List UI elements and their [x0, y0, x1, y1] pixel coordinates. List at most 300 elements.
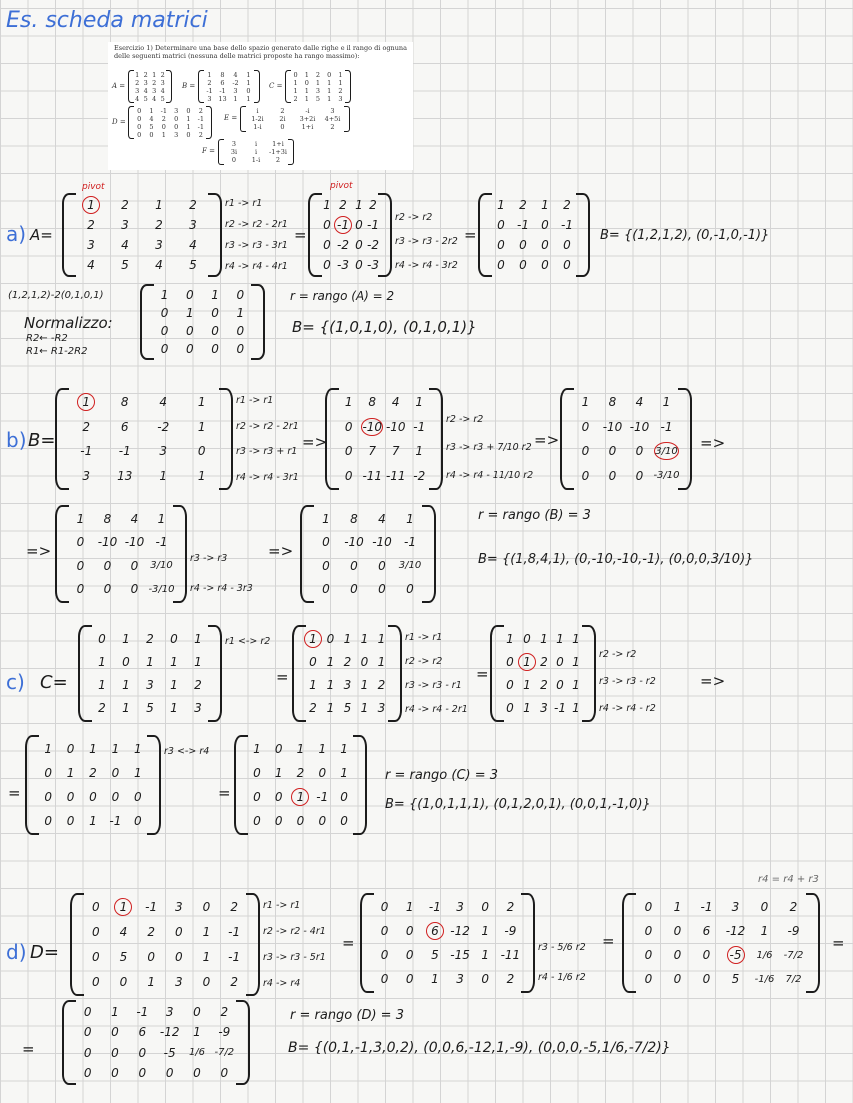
matrix-entry: -1 [109, 814, 122, 828]
matrix-entry: 0 [111, 1025, 119, 1040]
matrix-entry: 1 [152, 71, 157, 79]
matrix-entry: -3 [337, 258, 349, 272]
matrix-entry: 0 [581, 444, 590, 459]
matrix-entry: i [254, 140, 258, 148]
matrix-entry: 0 [322, 582, 330, 597]
matrix-entry: 3 [121, 218, 129, 232]
matrix-entry: -5 [163, 1045, 176, 1060]
matrix-entry: -1/6 [754, 973, 775, 985]
matrix-entry: 0 [111, 1065, 119, 1080]
matrix-entry: -10 [344, 535, 364, 550]
matrix-entries [90, 627, 210, 720]
matrix-entry: 0 [83, 1065, 92, 1080]
matrix-entry: 1 [406, 511, 414, 526]
matrix-entry: -1 [197, 123, 204, 131]
matrix-entry: 1 [343, 631, 352, 646]
right-parenthesis [147, 735, 161, 835]
matrix-b-name: B= [28, 430, 56, 451]
matrix-b4 [55, 505, 187, 603]
pivot-circle: 3/10 [654, 442, 678, 460]
matrix-entry: -1 [561, 218, 573, 232]
matrix-entry: 1 [338, 71, 343, 79]
matrix-entry: 4+5i [324, 115, 341, 123]
matrix-entry: 0 [344, 419, 353, 434]
matrix-entry: 3 [135, 87, 140, 95]
matrix-entry: 1 [415, 444, 424, 459]
matrix-entries [74, 195, 210, 275]
matrix-entry: 6 [702, 924, 711, 938]
matrix-entry: 7 [391, 444, 400, 459]
matrix-entry: -1 [228, 949, 241, 964]
matrix-entry: 1 [572, 631, 580, 646]
matrix-entries [203, 71, 255, 102]
matrix-b5 [300, 505, 436, 603]
matrix-entry: 1 [541, 198, 549, 212]
matrix-b1 [55, 388, 233, 490]
matrix-entry: 0 [137, 107, 142, 115]
matrix-entry: 1 [170, 701, 178, 716]
implies-sign: => [534, 431, 560, 449]
matrix-d1 [70, 893, 260, 996]
matrix-entry: 1 [481, 924, 490, 938]
matrix-b2 [325, 388, 443, 490]
matrix-entry: 0 [355, 258, 363, 272]
matrix-entry: 1 [155, 198, 163, 212]
matrix-entry: 0 [405, 924, 414, 938]
matrix-entry: 4 [160, 87, 165, 95]
matrix-printed-f [218, 139, 294, 165]
matrix-entry: 3 [175, 974, 183, 989]
right-parenthesis [208, 193, 222, 277]
matrix-entry: 2 [540, 654, 548, 669]
matrix-entry: 3+2i [299, 115, 316, 123]
matrix-entry: 0 [174, 115, 179, 123]
matrix-entry: 1 [415, 395, 424, 410]
matrix-entry: 8 [608, 395, 617, 410]
matrix-entry: 2 [506, 900, 515, 914]
matrix-entry: 1 [405, 900, 414, 914]
pivot-label: pivot [330, 181, 353, 191]
matrix-entry: 5 [121, 258, 129, 272]
matrix-entry: 1 [360, 631, 369, 646]
matrix-entry: 0 [236, 324, 245, 338]
implies-sign: => [700, 672, 726, 690]
matrix-entry: -1 [80, 444, 93, 459]
matrix-entry: 0 [380, 972, 389, 986]
matrix-entry: 0 [253, 790, 261, 804]
row-operations [405, 625, 468, 722]
matrix-entry: 3 [315, 87, 321, 95]
matrix-entries [37, 737, 149, 833]
matrix-c-name: C= [40, 672, 68, 693]
matrix-entry: 0 [506, 701, 514, 716]
matrix-entry: 1 [157, 511, 166, 526]
matrix-entry: 2 [563, 198, 571, 212]
row-operations [225, 625, 270, 722]
matrix-entry: 2 [152, 79, 157, 87]
matrix-entry: 0 [556, 654, 564, 669]
row-operation: r4 -> r4 - 3r1 [236, 471, 299, 483]
matrix-entry: 0 [92, 949, 100, 964]
matrix-entry: 1 [673, 900, 682, 914]
row-operations [164, 735, 209, 835]
matrix-entry: i [256, 107, 259, 115]
matrix-entry: 0 [253, 814, 261, 828]
matrix-entry: 1 [160, 288, 169, 302]
matrix-entry: 3 [540, 701, 548, 716]
matrix-entry: 0 [581, 468, 590, 483]
row-operation: r3 -> r3 - r1 [405, 680, 462, 692]
matrix-entry: 1 [304, 95, 309, 103]
matrix-entry: 3i [230, 148, 238, 156]
matrix-entry: 0 [326, 631, 335, 646]
matrix-entry: -12 [159, 1025, 180, 1040]
matrix-entry: 13 [218, 95, 227, 103]
row-operation: r4 -> r4 - 2r1 [405, 704, 468, 716]
matrix-entry: 0 [350, 558, 358, 573]
matrix-entry: 0 [193, 1005, 201, 1020]
matrix-entry: 2 [519, 198, 527, 212]
matrix-entry: 5 [189, 258, 197, 272]
matrix-entry: -1 [660, 419, 673, 434]
matrix-entry: 2 [369, 198, 377, 212]
matrix-entry: 3 [82, 468, 91, 483]
matrix-entry [361, 415, 385, 440]
matrix-entry: -7/2 [783, 949, 804, 961]
matrix-d4 [62, 1000, 250, 1085]
equals-sign: = [294, 226, 307, 244]
matrix-entry: 0 [318, 766, 327, 780]
row-operation: r3 <-> r4 [164, 746, 210, 758]
matrix-entry: 0 [160, 324, 169, 338]
matrix-entry: 1 [149, 107, 154, 115]
matrix-entry: 1 [293, 87, 298, 95]
matrix-entry: 2 [377, 678, 386, 693]
matrix-entry: 0 [44, 766, 53, 780]
row-operation: r3 -> r3 + 7/10 r2 [446, 442, 532, 454]
row-operations [236, 388, 299, 490]
matrix-entry: 13 [117, 468, 133, 483]
matrix-entries [634, 895, 808, 991]
matrix-entry: 1 [497, 198, 505, 212]
matrix-entry: 0 [378, 558, 386, 573]
matrix-entries [74, 1002, 238, 1083]
exercise-intro: Esercizio 1) Determinare una base dello spazio generato dalle righe e il rango di ognuna delle seguenti matrici (nessuna delle matrici proposte ha rango massimo): [114, 44, 407, 60]
matrix-entry: 1 [233, 95, 238, 103]
matrix-entry: 4 [378, 511, 386, 526]
rank-b: r = rango (B) = 3 [478, 508, 591, 523]
matrix-entry: 2 [309, 701, 317, 716]
matrix-entry: 3 [87, 238, 95, 252]
matrix-entries [67, 390, 221, 488]
matrix-entry: 1 [760, 924, 769, 938]
row-operations [263, 893, 326, 996]
matrix-entry: -10 [629, 419, 650, 434]
right-parenthesis [173, 505, 187, 603]
matrix-entry: 1 [506, 631, 514, 646]
right-parenthesis [208, 625, 222, 722]
matrix-entry: 0 [83, 1025, 92, 1040]
matrix-entry: -1 [219, 87, 226, 95]
equals-sign: = [342, 934, 355, 952]
matrix-entry: -9 [787, 924, 800, 938]
right-parenthesis [576, 193, 590, 277]
matrix-entry: 1 [327, 95, 332, 103]
matrix-entry: 1-i [253, 123, 262, 131]
matrix-entry: -11 [500, 948, 521, 962]
matrix-a1 [62, 193, 222, 277]
matrix-entry: -1 [413, 419, 426, 434]
matrix-entry: 0 [406, 582, 414, 597]
page-title: Es. scheda matrici [6, 8, 208, 33]
row-operation: r1 -> r1 [225, 198, 263, 209]
matrix-entry: 5 [315, 95, 321, 103]
matrix-entry: 2 [275, 156, 281, 164]
printed-matrix-label: A = [112, 81, 126, 90]
matrix-entry: 1 [355, 198, 363, 212]
row-operation: r4 - 1/6 r2 [538, 972, 586, 984]
pivot-circle: 1 [82, 196, 100, 214]
matrix-entry: 0 [138, 1045, 147, 1060]
matrix-entry: 1 [315, 79, 321, 87]
matrix-entry: 7 [368, 444, 377, 459]
matrix-entry: 5 [160, 95, 165, 103]
matrix-entry: 3 [330, 107, 335, 115]
matrix-entry: 3 [338, 95, 343, 103]
matrix-entry: 0 [323, 218, 331, 232]
row-operation: r3 -> r3 [190, 552, 228, 564]
matrix-entry: 1-2i [251, 115, 264, 123]
matrix-entry: 1 [197, 395, 206, 410]
matrix-entry: 0 [98, 631, 106, 646]
matrix-entries [245, 107, 345, 131]
matrix-entry: 2 [230, 900, 238, 915]
matrix-entry: 0 [556, 678, 564, 693]
matrix-entry: 2 [207, 79, 212, 87]
matrix-b3 [560, 388, 692, 490]
matrix-entry: -2 [232, 79, 239, 87]
pivot-circle: 1 [518, 653, 536, 671]
matrix-entry: 1 [193, 1025, 201, 1040]
matrix-entry: 0 [193, 1065, 201, 1080]
matrix-entry: 1 [309, 678, 317, 693]
matrix-entry: 1 [98, 654, 106, 669]
matrix-entry: 0 [175, 925, 183, 940]
matrix-entry: 1 [304, 71, 309, 79]
matrix-entry: 4 [152, 95, 157, 103]
matrix-entry: -2 [413, 468, 426, 483]
matrix-entry: 4 [159, 395, 168, 410]
matrix-c1 [78, 625, 222, 722]
matrix-entry: 1 [89, 814, 97, 828]
section-c-label: c) [6, 670, 25, 694]
matrix-entry: 0 [380, 948, 389, 962]
matrix-entry: 1 [540, 631, 548, 646]
matrix-entry: 0 [186, 107, 191, 115]
matrix-entry: 0 [581, 419, 590, 434]
right-parenthesis [236, 1000, 250, 1085]
normalize-label: Normalizzo: [24, 314, 113, 332]
matrix-entry: 1/6 [188, 1047, 206, 1059]
matrix-entry: 6 [120, 419, 129, 434]
matrix-entry: 0 [111, 790, 120, 804]
matrix-entry: 2 [789, 900, 798, 914]
matrix-entry: 6 [138, 1025, 147, 1040]
pivot-circle: 1 [291, 788, 309, 806]
matrix-entry: 1 [159, 468, 168, 483]
matrix-entry: 1 [211, 288, 219, 302]
matrix-d3 [622, 893, 820, 993]
matrix-entries [372, 895, 523, 991]
matrix-entry: 8 [103, 511, 112, 526]
right-parenthesis [219, 388, 233, 490]
matrix-entry: 0 [103, 558, 112, 573]
matrix-entry: 0 [506, 654, 514, 669]
matrix-entry: 2 [338, 87, 343, 95]
matrix-entry: 1 [161, 131, 166, 139]
row-operation: r2 -> r2 - 2r1 [225, 219, 288, 230]
matrix-entry: 1/6 [756, 949, 773, 961]
equals-sign: = [276, 668, 289, 686]
matrix-entry: 0 [563, 258, 571, 272]
matrix-entry: 1+i [301, 123, 314, 131]
matrix-entry [67, 390, 106, 415]
matrix-entry: 0 [211, 324, 219, 338]
pivot-label: pivot [82, 182, 105, 192]
matrix-entry: 0 [541, 258, 549, 272]
matrix-entry: 3/10 [150, 560, 173, 572]
matrix-c3 [490, 625, 596, 722]
matrix-entry: 2 [121, 198, 129, 212]
right-parenthesis [251, 284, 265, 360]
matrix-entry: 0 [76, 558, 85, 573]
rank-c: r = rango (C) = 3 [385, 768, 499, 783]
matrix-entry: 1 [293, 79, 298, 87]
matrix-entry: 0 [137, 115, 142, 123]
matrix-c2 [292, 625, 402, 722]
matrix-entry: 1 [338, 79, 343, 87]
matrix-entry: 0 [280, 123, 285, 131]
matrix-entry: 0 [236, 342, 245, 356]
matrix-entry: 0 [170, 631, 178, 646]
matrix-entry: 2 [87, 218, 95, 232]
matrix-entry: 0 [66, 742, 75, 756]
matrix-entry: 0 [563, 238, 571, 252]
matrix-entry: 0 [66, 814, 75, 828]
matrix-entry: 0 [122, 654, 130, 669]
matrix-entry: 2 [339, 198, 347, 212]
matrix-entry: -15 [450, 948, 470, 962]
row-operation: r3 -> r3 - 5r1 [263, 951, 326, 963]
matrix-entry: -1 [700, 900, 713, 914]
matrix-entry: 1 [246, 71, 251, 79]
matrix-entry: 0 [481, 900, 490, 914]
matrix-entry: 1 [133, 742, 142, 756]
matrix-entry: 1 [326, 701, 335, 716]
matrix-entry: 0 [296, 814, 305, 828]
matrix-entry: 3 [174, 131, 179, 139]
matrix-entry: 8 [220, 71, 225, 79]
matrix-entry: 1 [194, 631, 202, 646]
matrix-entry: 2 [343, 654, 352, 669]
matrix-entry: 0 [246, 87, 251, 95]
matrix-entry: -10 [124, 535, 145, 550]
row-operation: r3 -> r3 - 2r2 [395, 235, 458, 247]
matrix-entry: 0 [66, 790, 75, 804]
matrix-entry: 1 [572, 701, 580, 716]
matrix-entry: 2 [315, 71, 321, 79]
matrix-entry: -9 [504, 924, 517, 938]
matrix-entry: -1 [155, 535, 168, 550]
matrix-entry: -1 [206, 87, 213, 95]
matrix-entry: 2 [155, 218, 163, 232]
matrix-entry: 1 [135, 71, 140, 79]
matrix-entry: 1 [431, 972, 439, 986]
matrix-entry: 3 [377, 701, 386, 716]
matrix-entry: -1 [554, 701, 566, 716]
matrix-entry: 1 [98, 678, 106, 693]
matrix-a3 [478, 193, 590, 277]
row-operation: r2 -> r2 - 4r1 [263, 926, 326, 938]
matrix-entry: -9 [218, 1025, 231, 1040]
matrix-entry: 0 [304, 79, 309, 87]
equals-sign: = [832, 934, 845, 952]
row-operation: r3 -> r3 - r2 [599, 676, 656, 687]
matrix-entries [133, 107, 207, 138]
matrix-entry: 0 [160, 342, 169, 356]
matrix-entry: -2 [157, 419, 170, 434]
matrix-entry: -1+3i [269, 148, 287, 156]
implies-sign: => [268, 542, 294, 560]
matrix-entry: 3 [207, 95, 212, 103]
matrix-entry: -1 [428, 900, 441, 914]
matrix-entry: 1 [122, 678, 130, 693]
matrix-entry: 5 [119, 949, 128, 964]
matrix-entry: 0 [340, 814, 348, 828]
matrix-entry: 0 [635, 468, 644, 483]
matrix-entry: 1 [340, 766, 348, 780]
matrix-entry: 8 [368, 395, 377, 410]
pivot-circle: 6 [426, 922, 444, 940]
matrix-entry: 4 [155, 258, 163, 272]
matrix-entry: 0 [322, 558, 330, 573]
matrix-entry: 0 [119, 974, 128, 989]
matrix-entry: 3 [194, 701, 202, 716]
matrix-entry: 2 [220, 1005, 229, 1020]
matrix-entry: 1 [186, 115, 191, 123]
matrix-entry: 0 [323, 258, 331, 272]
matrix-entry: 2 [230, 974, 238, 989]
matrix-entries [337, 390, 431, 488]
matrix-entry: 0 [89, 790, 97, 804]
matrix-entry: 0 [497, 238, 505, 252]
matrix-entry: 1 [111, 742, 120, 756]
matrix-entry: 1 [111, 1005, 119, 1020]
matrix-entry: 1 [170, 678, 178, 693]
matrix-entry: 1 [89, 742, 97, 756]
row-operation: r1 -> r1 [236, 395, 274, 407]
matrix-entry: 0 [309, 654, 317, 669]
matrix-entry: 2 [198, 131, 203, 139]
right-parenthesis [353, 735, 367, 835]
matrix-entry: 1 [662, 395, 671, 410]
section-b-label: b) [6, 428, 27, 452]
matrix-entries [312, 507, 424, 601]
matrix-entry: 0 [197, 444, 206, 459]
row-operation: r2 -> r2 [405, 655, 443, 667]
matrix-entry: 3 [146, 678, 154, 693]
row-operations [395, 193, 458, 277]
